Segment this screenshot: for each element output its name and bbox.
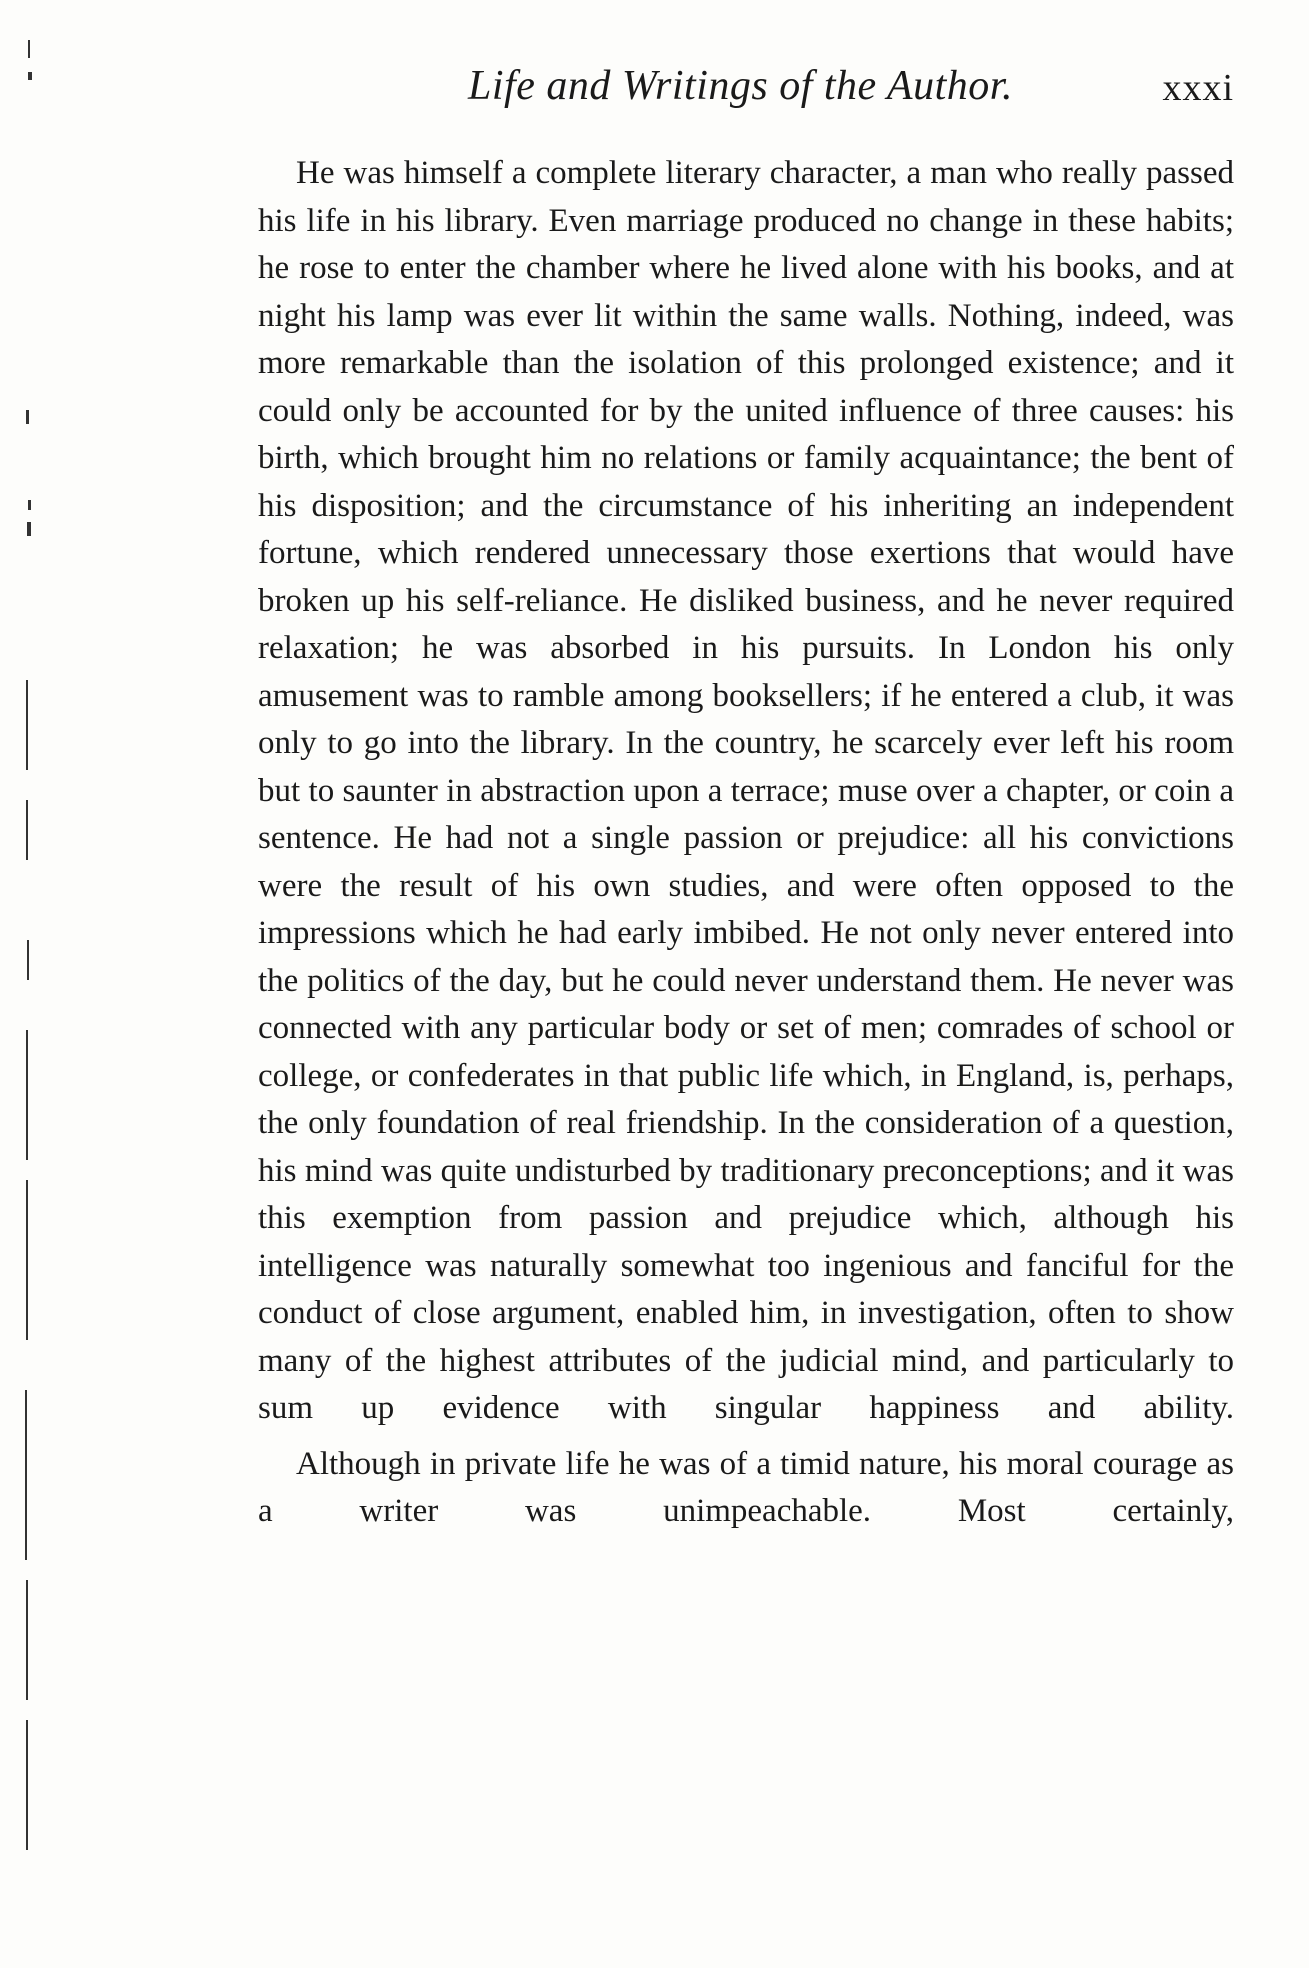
page-number: xxxi xyxy=(1162,67,1234,109)
scan-speck xyxy=(26,800,28,860)
page-gutter xyxy=(0,0,40,1968)
scan-speck xyxy=(28,72,32,80)
scan-speck xyxy=(26,680,28,770)
scan-speck xyxy=(27,940,29,980)
scan-speck xyxy=(26,1720,28,1850)
page-header xyxy=(258,62,1234,118)
scan-speck xyxy=(26,410,29,424)
body-text xyxy=(258,150,1234,1536)
paragraph: He was himself a complete literary character, a man who really passed his life in his library. Even marriage produced no change in these habits; he rose to enter the chamber where he lived alone with his books, and at night his lamp was ever lit within the same walls. Nothing, indeed, was more remarkable than the isolation of this prolonged existence; and it could only be accounted for by the united influence of three causes: his birth, which brought him no relations or family acquaintance; the bent of his disposition; and the circumstance of his inheriting an independent fortune, which rendered unnecessary those exertions that would have broken up his self-reliance. He disliked business, and he never required relaxation; he was absorbed in his pursuits. In London his only amusement was to ramble among booksellers; if he entered a club, it was only to go into the library. In the country, he scarcely ever left his room but to saunter in abstraction upon a terrace; muse over a chapter, or coin a sentence. He had not a single passion or prejudice: all his convictions were the result of his own studies, and were often opposed to the impressions which he had early imbibed. He not only never entered into the politics of the day, but he could never understand them. He never was connected with any particular body or set of men; comrades of school or college, or confederates in that public life which, in England, is, perhaps, the only foundation of real friendship. In the consideration of a question, his mind was quite undisturbed by traditionary preconceptions; and it was this exemption from passion and prejudice which, although his intelligence was naturally somewhat too ingenious and fanciful for the conduct of close argument, enabled him, in investigation, often to show many of the highest attributes of the judicial mind, and particularly to sum up evidence with singular happiness and ability. xyxy=(258,155,1234,1426)
scan-speck xyxy=(28,40,30,58)
scan-speck xyxy=(26,1580,28,1700)
scan-speck xyxy=(25,1390,27,1560)
scan-speck xyxy=(27,522,31,536)
scan-speck xyxy=(26,1180,28,1340)
scan-speck xyxy=(26,1030,28,1160)
running-title: Life and Writings of the Author. xyxy=(468,63,1013,109)
paragraph: Although in private life he was of a timid nature, his moral courage as a writer was unimpeachable. Most certainly, xyxy=(258,1445,1234,1529)
scan-speck xyxy=(28,500,31,510)
